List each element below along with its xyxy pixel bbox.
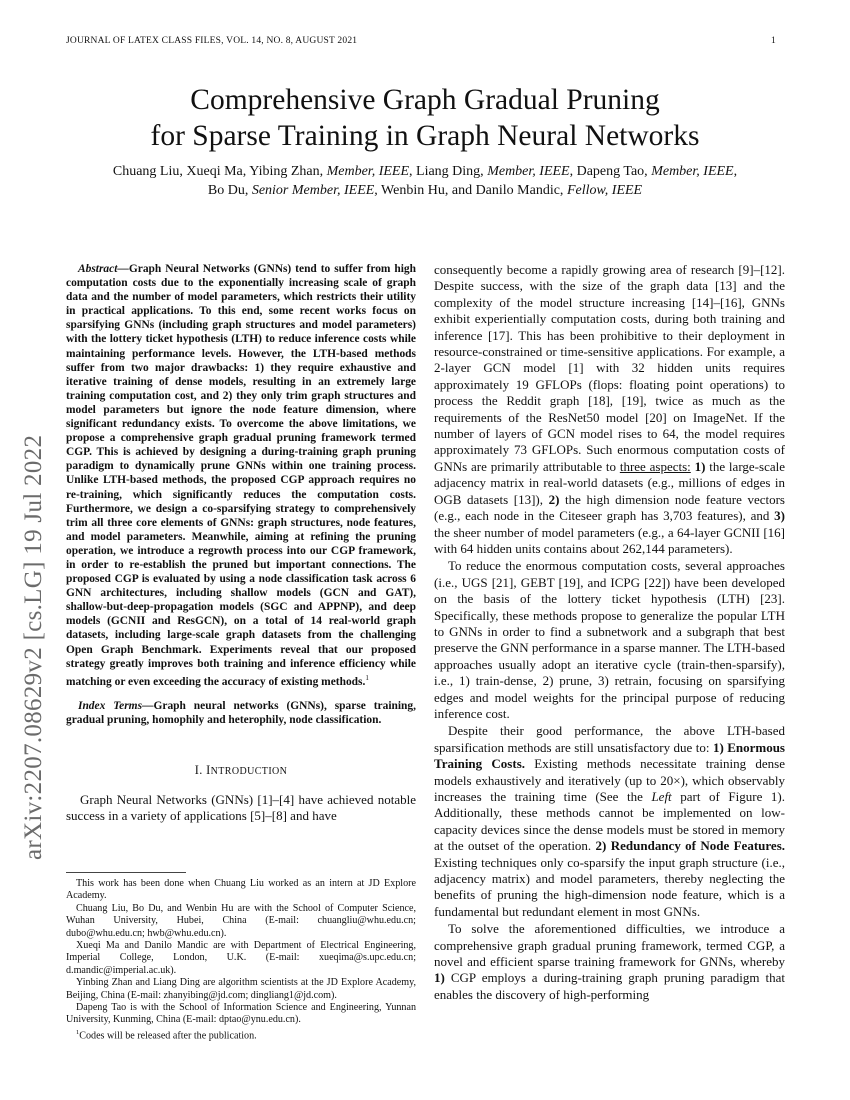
index-terms [66,699,416,727]
right-column [434,262,785,1003]
footnote-imperial: Xueqi Ma and Danilo Mandic are with Department of Electrical Engineering, Imperial College, London, U.K. (E-mail: xueqima@s.upc.edu.cn; d.mandic@imperial.ac.uk). [66,940,416,976]
footnote-jd: Yinbing Zhan and Liang Ding are algorithm scientists at the JD Explore Academy, Beijing, China (E-mail: zhanyibing@jd.com; dingliang1@jd.com). [66,977,416,1001]
arxiv-identifier: arXiv:2207.08629v2 [cs.LG] 19 Jul 2022 [20,434,47,860]
index-terms-label: Index Terms [78,699,143,712]
right-paragraph-4: To solve the aforementioned difficulties, we introduce a comprehensive graph gradual pruning framework, termed CGP, a novel and efficient sparse training framework for GNNs, whereby 1) CGP employs a during-training graph pruning paradigm that enables the discovery of high-performing [434,921,785,1002]
footnote-whu: Chuang Liu, Bo Du, and Wenbin Hu are with the School of Computer Science, Wuhan University, Hubei, China (E-mail: chuangliu@whu.edu.cn; dubo@whu.edu.cn; hwb@whu.edu.cn). [66,902,416,939]
section-heading-introduction: I. INTRODUCTION [194,762,288,777]
footnote-intern: This work has been done when Chuang Liu worked as an intern at JD Explore Academy. [66,878,416,902]
intro-paragraph: Graph Neural Networks (GNNs) [1]–[4] have achieved notable success in a variety of applications [5]–[8] and have [66,791,416,824]
footnote-rule [66,872,186,873]
abstract [66,262,416,689]
running-header: JOURNAL OF LATEX CLASS FILES, VOL. 14, NO. 8, AUGUST 2021 [66,36,358,46]
abstract-footnote-mark: 1 [365,673,369,682]
abstract-text: Graph Neural Networks (GNNs) tend to suffer from high computation costs due to the exponentially increasing scale of graph data and the number of model parameters, which restricts their utility in practical applications. To this end, some recent works focus on sparsifying GNNs (including graph structures and model parameters) with the lottery ticket hypothesis (LTH) to reduce inference costs while maintaining performance levels. However, the LTH-based methods suffer from two major drawbacks: 1) they require exhaustive and iterative training of dense models, resulting in an extremely large training computation cost, and 2) they only trim graph structures and model parameters but ignore the node feature dimension, where significant redundancy exists. To overcome the above limitations, we propose a comprehensive graph gradual pruning framework termed CGP. This is achieved by designing a during-training graph pruning paradigm to dynamically prune GNNs within one training process. Unlike LTH-based methods, the proposed CGP approach requires no re-training, which significantly reduces the computation costs. Furthermore, we design a co-sparsifying strategy to comprehensively trim all three core elements of GNNs: graph structures, node features, and model parameters. Meanwhile, aiming at refining the pruning operation, we introduce a regrowth process into our CGP framework, in order to re-establish the pruned but important connections. The proposed CGP is evaluated by using a node classification task across 6 GNN architectures, including shallow models (GCN and GAT), shallow-but-deep-propagation models (SGC and APPNP), and deep models (GCNII and ResGCN), on a total of 14 real-world graph datasets, including large-scale graph datasets from the challenging Open Graph Benchmark. Experiments reveal that our proposed strategy greatly improves both training and inference efficiency while matching or even exceeding the accuracy of existing methods. [66,263,416,688]
title-line-2: for Sparse Training in Graph Neural Networks [150,120,700,152]
footnote-code: $^1$Codes will be released after the publication. [76,1028,257,1042]
right-paragraph-1: consequently become a rapidly growing area of research [9]–[12]. Despite success, with the size of the graph data [13] and the complexity of the model structure increasing [14]–[16], GNNs exhibit experientially computation costs, during both training and inference [17]. This has been prohibitive to their deployment in resource-constrained or time-sensitive applications. For example, a 2-layer GCN model [1] with 32 hidden units requires approximately 19 GFLOPs (flops: floating point operations) to process the Reddit graph [18], [19], twice as much as the requirements of the ResNet50 model [20] on ImageNet. If the number of layers of GCN model rises to 64, the model requires approximately 73 GFLOPs. Such enormous computation costs of GNNs are primarily attributable to three aspects: 1) the large-scale adjacency matrix in real-world datasets (e.g., millions of edges in OGB datasets [13]), 2) the high dimension node feature vectors (e.g., each node in the Citeseer graph has 3,703 features), and 3) the sheer number of model parameters (e.g., a 64-layer GCNII [16] with 64 hidden units contains about 262,144 parameters). [434,262,785,556]
paper-title [60,82,790,154]
page-number: 1 [771,36,776,46]
abstract-label: Abstract— [78,263,129,275]
footnote-ynu: Dapeng Tao is with the School of Information Science and Engineering, Yunnan University, Kunming, China (E-mail: dptao@ynu.edu.cn). [66,1002,416,1026]
authors-line-1: Chuang Liu, Xueqi Ma, Yibing Zhan, Member, IEEE, Liang Ding, Member, IEEE, Dapeng Tao, Member, IEEE, [112,164,738,179]
title-line-1: Comprehensive Graph Gradual Pruning [190,84,660,116]
right-paragraph-3: Despite their good performance, the above LTH-based sparsification methods are still unsatisfactory due to: 1) Enormous Training Costs. Existing methods necessitate training dense models exhaustively and iteratively (up to 20×), which observably increases the training time (See the Left part of Figure 1). Additionally, these methods cannot be implemented on low-capacity devices since the dense models must be stored in memory at the outset of the operation. 2) Redundancy of Node Features. Existing techniques only co-sparsify the input graph structure (i.e., adjacency matrix) and model parameters, thereby neglecting the benefits of pruning the high-dimension node feature, which is a fundamental but redundant element in most GNNs. [434,723,785,919]
authors-line-2: Bo Du, Senior Member, IEEE, Wenbin Hu, and Danilo Mandic, Fellow, IEEE [207,183,643,198]
footnotes [66,878,416,1043]
author-list [60,162,790,200]
left-column [66,262,416,824]
index-terms-text: —Graph neural networks (GNNs), sparse training, gradual pruning, homophily and heterophily, node classification. [66,699,417,726]
right-paragraph-2: To reduce the enormous computation costs, several approaches (i.e., UGS [21], GEBT [19], and ICPG [22]) have been developed on the basis of the lottery ticket hypothesis (LTH) [23]. Specifically, these methods propose to generalize the popular LTH to GNNs in order to find a subnetwork and a subgraph that best preserve the GNN performance in a sparse manner. The LTH-based approaches usually adopt an iterative cycle (train-then-sparsify), i.e., 1) train-dense, 2) prune, 3) retrain, focusing on sparsifying edges and model weights for the principal purpose of reducing inference cost. [434,558,785,721]
